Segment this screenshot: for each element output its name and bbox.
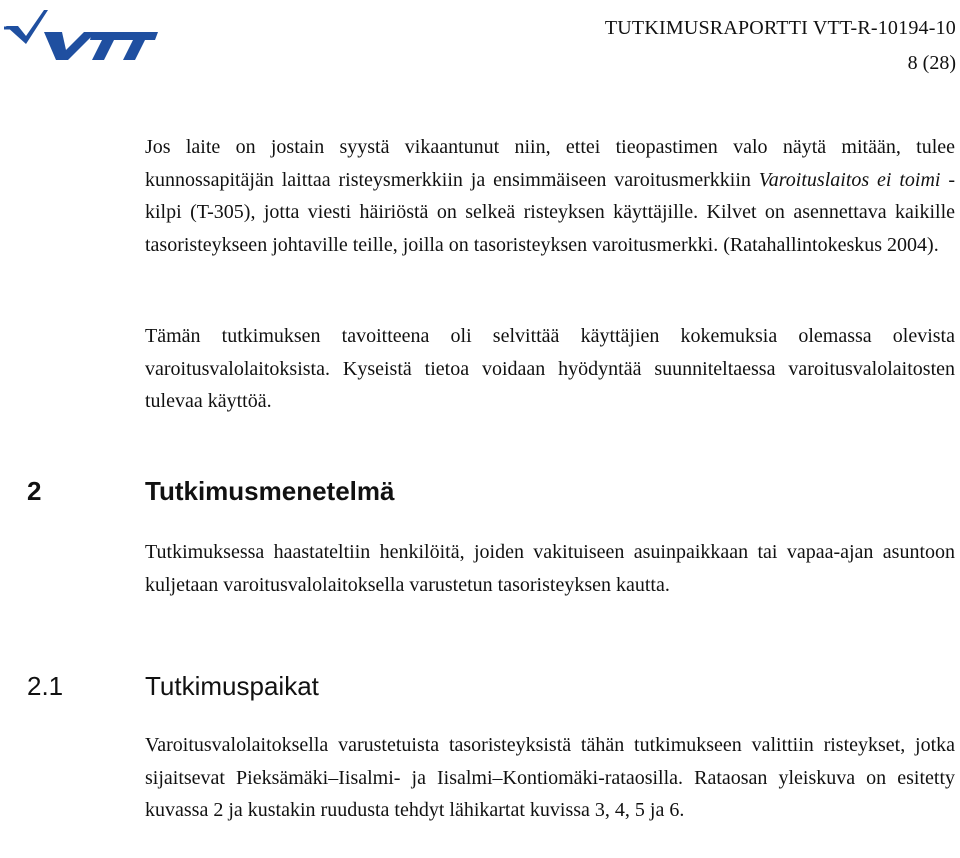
vtt-logo <box>4 6 158 64</box>
paragraph-methods: Tutkimuksessa haastateltiin henkilöitä, joiden vakituiseen asuinpaikkaan tai vapaa-ajan asuntoon kuljetaan varoitusvalolaitoksella varustetun tasoristeyksen kautta. <box>145 541 955 596</box>
sign-name-italic: Varoituslaitos ei toimi <box>758 168 941 191</box>
section-heading-methods <box>27 476 394 507</box>
logo-letter-t1 <box>90 32 128 60</box>
logo-letter-t2 <box>122 32 158 60</box>
section-title: Tutkimusmenetelmä <box>145 476 395 506</box>
paragraph-locations: Varoitusvalolaitoksella varustetuista tasoristeyksistä tähän tutkimukseen valittiin risteykset, jotka sijaitsevat Pieksämäki–Iisalmi- ja Iisalmi–Kontiomäki-rataosilla. Rataosan yleiskuva on esitetty kuvassa 2 ja kustakin ruudusta tehdyt lähikartat kuvissa 3, 4, 5 ja 6. <box>145 734 955 821</box>
subsection-heading-locations <box>27 671 319 702</box>
page-number: 8 (28) <box>907 52 956 74</box>
subsection-title: Tutkimuspaikat <box>145 671 319 701</box>
paragraph-intro-signage: Jos laite on jostain syystä vikaantunut niin, ettei tieopastimen valo näytä mitään, tulee kunnossapitäjän laittaa risteysmerkkiin ja ensimmäiseen varoitusmerkkiin Varoituslaitos ei toimi -kilpi (T-305), jotta viesti häiriöstä on selkeä risteyksen käyttäjille. Kilvet on asennettava kaikille tasoristeykseen johtaville teille, joilla on tasoristeyksen varoitusmerkki. (Ratahallintokeskus 2004). <box>145 136 955 256</box>
subsection-number: 2.1 <box>27 671 64 701</box>
report-id: TUTKIMUSRAPORTTI VTT-R-10194-10 <box>604 17 956 39</box>
paragraph-research-goal: Tämän tutkimuksen tavoitteena oli selvittää käyttäjien kokemuksia olemassa olevista varoitusvalolaitoksista. Kyseistä tietoa voidaan hyödyntää suunniteltaessa varoitusvalolaitosten tulevaa käyttöä. <box>145 325 955 412</box>
section-number: 2 <box>27 476 42 506</box>
logo-letter-v <box>44 32 96 60</box>
